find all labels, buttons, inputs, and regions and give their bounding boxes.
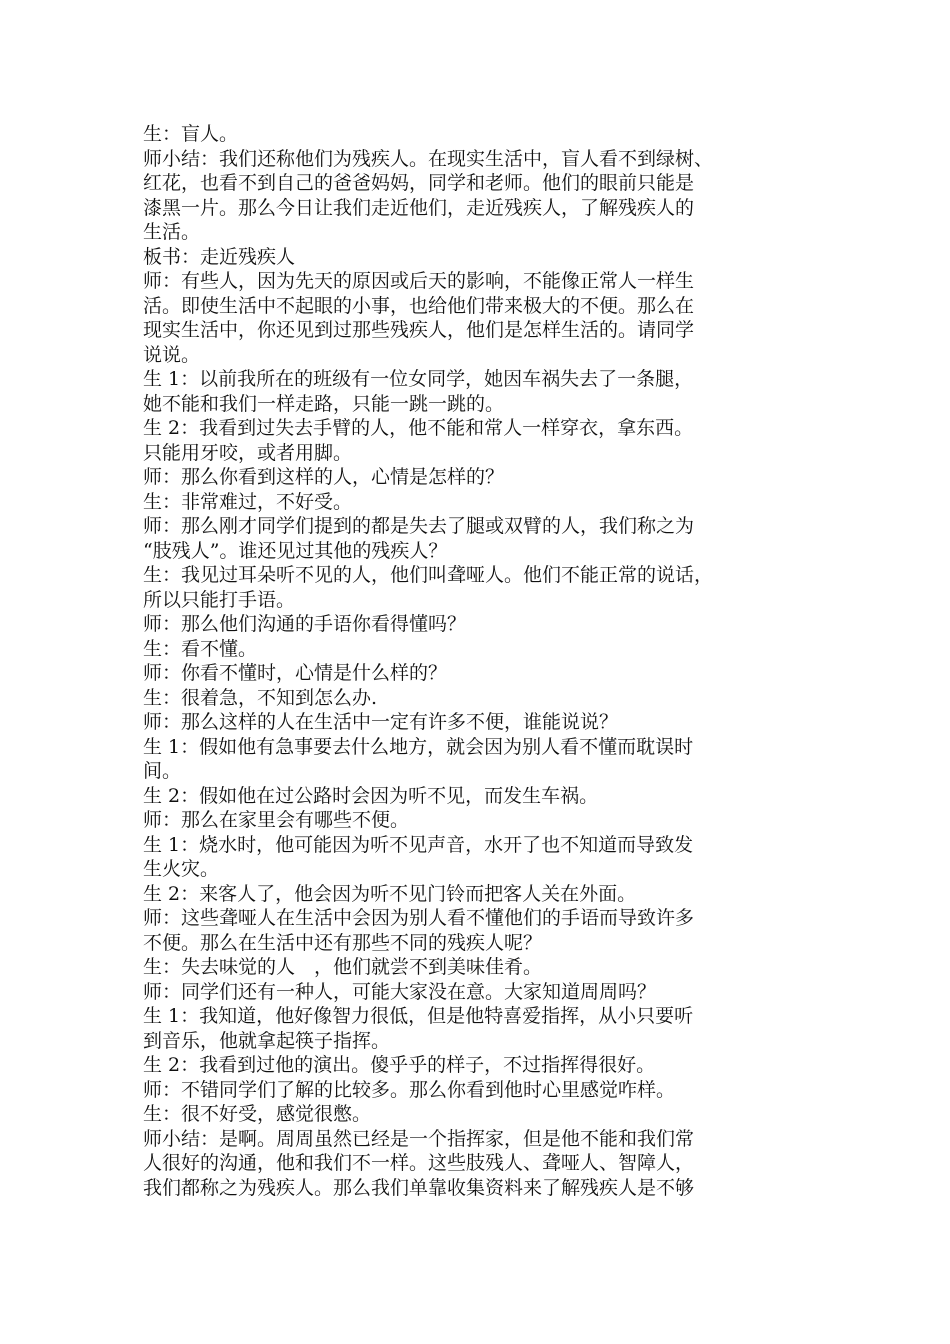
text-line: 生 1：假如他有急事要去什么地方，就会因为别人看不懂而耽误时 <box>143 735 694 758</box>
text-line: 生 2：来客人了，他会因为听不见门铃而把客人关在外面。 <box>143 882 637 905</box>
text-line: 师：同学们还有一种人，可能大家没在意。大家知道周周吗？ <box>143 980 657 1003</box>
text-line: 师：有些人，因为先天的原因或后天的影响，不能像正常人一样生 <box>143 270 695 292</box>
text-line: 漆黑一片。那么今日让我们走近他们，走近残疾人，了解残疾人的 <box>143 196 695 219</box>
text-line: 只能用牙咬，或者用脚。 <box>143 441 353 464</box>
text-line: 生火灾。 <box>143 858 220 880</box>
text-line: 师：这些聋哑人在生活中会因为别人看不懂他们的手语而导致许多 <box>143 907 695 929</box>
text-line: 生：盲人。 <box>143 123 239 145</box>
text-line: 生：失去味觉的人 ，他们就尝不到美味佳肴。 <box>143 956 543 978</box>
text-line: 生：我见过耳朵听不见的人，他们叫聋哑人。他们不能正常的说话， <box>143 564 714 586</box>
text-line: “肢残人”。谁还见过其他的残疾人？ <box>143 539 448 562</box>
text-line: 间。 <box>143 760 182 782</box>
text-line: 我们都称之为残疾人。那么我们单靠收集资料来了解残疾人是不够 <box>143 1176 695 1199</box>
text-line: 板书：走近残疾人 <box>143 245 296 268</box>
text-line: 生 1：烧水时，他可能因为听不见声音，水开了也不知道而导致发 <box>143 833 694 856</box>
text-line: 师：那么你看到这样的人，心情是怎样的？ <box>143 466 505 488</box>
text-line: 不便。那么在生活中还有那些不同的残疾人呢？ <box>143 931 543 954</box>
text-line: 师：那么刚才同学们提到的都是失去了腿或双臂的人，我们称之为 <box>143 515 695 537</box>
text-line: 所以只能打手语。 <box>143 588 296 611</box>
text-line: 师：不错同学们了解的比较多。那么你看到他时心里感觉咋样。 <box>143 1078 676 1101</box>
text-line: 师小结：是啊。周周虽然已经是一个指挥家，但是他不能和我们常 <box>143 1127 695 1150</box>
text-line: 师小结：我们还称他们为残疾人。在现实生活中，盲人看不到绿树、 <box>143 147 714 170</box>
text-line: 生 1：以前我所在的班级有一位女同学，她因车祸失去了一条腿， <box>143 368 694 390</box>
text-line: 生：看不懂。 <box>143 637 258 660</box>
text-line: 师：那么在家里会有哪些不便。 <box>143 809 410 831</box>
text-line: 生活。 <box>143 221 201 243</box>
text-line: 生：很不好受，感觉很憋。 <box>143 1103 372 1125</box>
text-line: 师：那么他们沟通的手语你看得懂吗？ <box>143 613 467 635</box>
text-line: 生 2：我看到过失去手臂的人，他不能和常人一样穿衣，拿东西。 <box>143 417 694 439</box>
text-line: 师：你看不懂时，心情是什么样的？ <box>143 662 448 684</box>
text-line: 生 2：假如他在过公路时会因为听不见，而发生车祸。 <box>143 784 599 807</box>
text-line: 生 1：我知道，他好像智力很低，但是他特喜爱指挥，从小只要听 <box>143 1005 694 1027</box>
text-line: 生：很着急，不知到怎么办. <box>143 686 378 709</box>
text-line: 生 2：我看到过他的演出。傻乎乎的样子，不过指挥得很好。 <box>143 1054 656 1076</box>
text-line: 她不能和我们一样走路，只能一跳一跳的。 <box>143 392 505 415</box>
text-line: 说说。 <box>143 343 201 366</box>
document-body <box>143 122 823 1200</box>
text-line: 到音乐，他就拿起筷子指挥。 <box>143 1029 391 1052</box>
text-line: 生：非常难过，不好受。 <box>143 490 353 513</box>
text-line: 人很好的沟通，他和我们不一样。这些肢残人、聋哑人、智障人， <box>143 1152 695 1174</box>
text-line: 师：那么这样的人在生活中一定有许多不便，谁能说说？ <box>143 711 619 733</box>
text-line: 现实生活中，你还见到过那些残疾人，他们是怎样生活的。请同学 <box>143 319 695 341</box>
text-line: 活。即使生活中不起眼的小事，也给他们带来极大的不便。那么在 <box>143 294 695 317</box>
text-line: 红花，也看不到自己的爸爸妈妈，同学和老师。他们的眼前只能是 <box>143 172 695 194</box>
